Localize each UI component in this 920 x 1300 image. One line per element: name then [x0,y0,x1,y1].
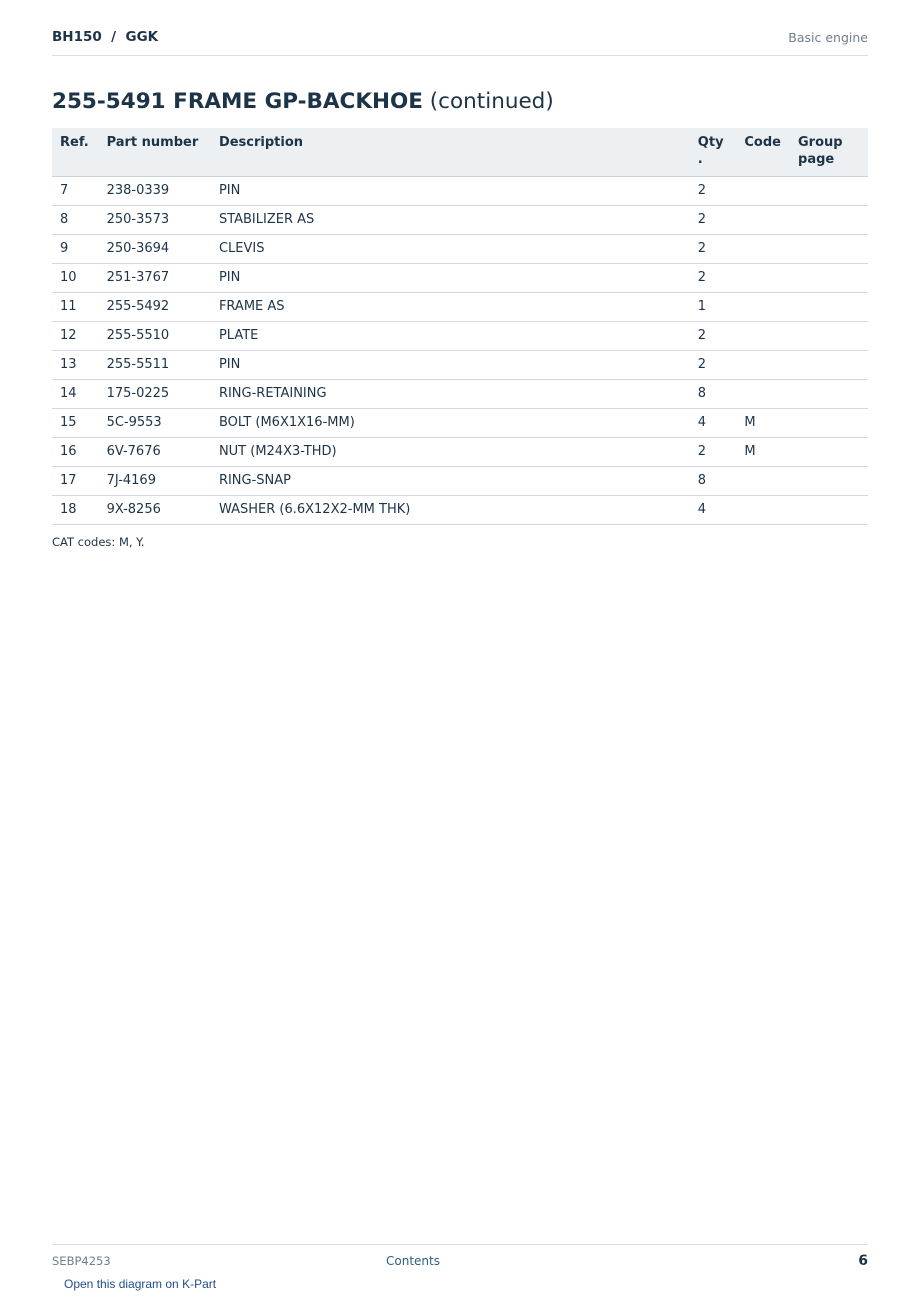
table-row [52,177,868,206]
cell-part-number: 250-3694 [99,235,211,264]
cell-part-number: 238-0339 [99,177,211,206]
document-id: SEBP4253 [52,1254,111,1268]
cell-ref: 8 [52,206,99,235]
cell-part-number: 250-3573 [99,206,211,235]
cell-description: WASHER (6.6X12X2-MM THK) [211,496,690,525]
cell-ref: 15 [52,409,99,438]
cell-description: RING-RETAINING [211,380,690,409]
cell-qty: 4 [690,409,737,438]
parts-table-body [52,177,868,525]
cell-description: PIN [211,264,690,293]
cell-part-number: 255-5492 [99,293,211,322]
cell-ref: 17 [52,467,99,496]
cell-group-page [790,264,868,293]
section-name: Basic engine [788,30,868,45]
cell-group-page [790,438,868,467]
table-row [52,467,868,496]
col-group-page: Group page [790,128,868,177]
col-description: Description [211,128,690,177]
cell-group-page [790,293,868,322]
cell-qty: 1 [690,293,737,322]
cell-part-number: 255-5511 [99,351,211,380]
cell-code [736,264,790,293]
cell-ref: 12 [52,322,99,351]
cell-code [736,322,790,351]
cell-description: PLATE [211,322,690,351]
cell-group-page [790,380,868,409]
cell-part-number: 6V-7676 [99,438,211,467]
table-row [52,322,868,351]
table-row [52,438,868,467]
cell-code [736,293,790,322]
cell-group-page [790,496,868,525]
col-part-number: Part number [99,128,211,177]
cell-group-page [790,206,868,235]
cell-ref: 7 [52,177,99,206]
cell-description: CLEVIS [211,235,690,264]
open-in-kpart-link[interactable]: Open this diagram on K-Part [64,1277,217,1291]
col-ref: Ref. [52,128,99,177]
parts-table [52,128,868,525]
model-breadcrumb: BH150 / GGK [52,29,159,45]
cell-qty: 2 [690,206,737,235]
cell-description: NUT (M24X3-THD) [211,438,690,467]
cell-code [736,351,790,380]
cell-qty: 8 [690,467,737,496]
cell-part-number: 7J-4169 [99,467,211,496]
cell-code [736,467,790,496]
cell-code [736,235,790,264]
cell-group-page [790,467,868,496]
table-row [52,264,868,293]
cell-description: FRAME AS [211,293,690,322]
cell-code [736,177,790,206]
cell-description: STABILIZER AS [211,206,690,235]
table-row [52,409,868,438]
cell-code: M [736,409,790,438]
table-row [52,206,868,235]
cell-ref: 18 [52,496,99,525]
cell-ref: 11 [52,293,99,322]
cell-qty: 2 [690,177,737,206]
cell-group-page [790,409,868,438]
title-part: 255-5491 FRAME GP-BACKHOE [52,89,423,114]
page-footer [52,1244,868,1269]
cell-qty: 2 [690,438,737,467]
table-row [52,351,868,380]
page-number: 6 [858,1253,868,1269]
cell-group-page [790,351,868,380]
cell-part-number: 9X-8256 [99,496,211,525]
cell-description: BOLT (M6X1X16-MM) [211,409,690,438]
table-row [52,235,868,264]
cell-ref: 9 [52,235,99,264]
contents-link[interactable]: Contents [386,1254,440,1268]
table-row [52,496,868,525]
cell-code [736,380,790,409]
cell-ref: 13 [52,351,99,380]
cell-group-page [790,177,868,206]
cell-part-number: 255-5510 [99,322,211,351]
cell-qty: 8 [690,380,737,409]
cell-code [736,206,790,235]
cell-group-page [790,322,868,351]
cell-qty: 2 [690,264,737,293]
table-row [52,293,868,322]
cell-qty: 4 [690,496,737,525]
cell-code [736,496,790,525]
cell-group-page [790,235,868,264]
cell-ref: 16 [52,438,99,467]
cell-qty: 2 [690,235,737,264]
cell-description: PIN [211,351,690,380]
cell-part-number: 175-0225 [99,380,211,409]
cat-codes-note: CAT codes: M, Y. [52,535,145,549]
cell-description: RING-SNAP [211,467,690,496]
cell-ref: 10 [52,264,99,293]
title-suffix: (continued) [429,89,554,114]
cell-code: M [736,438,790,467]
page-title [52,89,554,114]
cell-qty: 2 [690,351,737,380]
cell-part-number: 251-3767 [99,264,211,293]
cell-qty: 2 [690,322,737,351]
cell-part-number: 5C-9553 [99,409,211,438]
col-code: Code [736,128,790,177]
col-qty: Qty . [690,128,737,177]
table-header-row [52,128,868,177]
table-row [52,380,868,409]
cell-description: PIN [211,177,690,206]
cell-ref: 14 [52,380,99,409]
page-header [52,26,868,56]
